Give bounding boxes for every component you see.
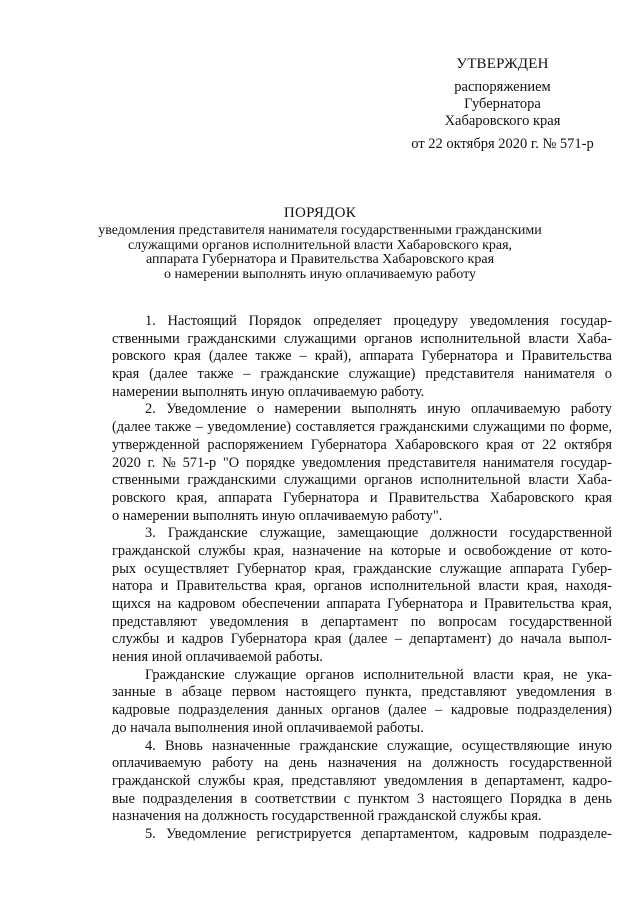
document-subtitle [96, 224, 544, 282]
body-line: оплачиваемую работу на день назначения на должность государственной [112, 755, 612, 772]
subtitle-line: уведомления представителя нанимателя государственными гражданскими [98, 223, 542, 238]
body-line: (далее также – уведомление) составляется гражданскими служащими по форме, [112, 419, 612, 436]
body-line: гражданской службы края, назначение на которые и освобождение от кото- [112, 542, 612, 559]
body-line: намерении выполнять иную оплачиваемую работу. [112, 383, 425, 400]
approval-block [400, 56, 605, 153]
body-line: нения иной оплачиваемой работы. [112, 649, 323, 666]
body-line: назначения на должность государственной гражданской службы края. [112, 808, 542, 825]
body-line: 5. Уведомление регистрируется департаментом, кадровым подразделе- [145, 825, 612, 842]
approval-line: Хабаровского края [444, 113, 561, 129]
approval-line: распоряжением [454, 79, 551, 95]
document-title: ПОРЯДОК [283, 205, 357, 221]
body-line: до начала выполнения иной оплачиваемой работы. [112, 719, 424, 736]
body-line: представляют уведомления в департамент по вопросам государственной [112, 613, 612, 630]
body-line: 4. Вновь назначенные гражданские служащие, осуществляющие иную [145, 737, 612, 754]
body-line: 3. Гражданские служащие, замещающие должности государственной [145, 525, 612, 542]
approval-date: от 22 октября 2020 г. № 571-р [411, 136, 594, 152]
subtitle-line: о намерении выполнять иную оплачиваемую работу [163, 266, 477, 282]
subtitle-line: аппарата Губернатора и Правительства Хабаровского края [145, 252, 495, 267]
body-line: щихся на кадровом обеспечении аппарата Губернатора и Правительства края, [112, 596, 612, 612]
document-body [112, 313, 612, 844]
body-line: ровского края (далее также – край), аппарата Губернатора и Правительства [112, 348, 612, 365]
body-line: ственными гражданскими служащими органов исполнительной власти Хаба- [112, 472, 612, 489]
body-line: ровского края, аппарата Губернатора и Правительства Хабаровского края [112, 489, 612, 506]
body-line: о намерении выполнять иную оплачиваемую работу". [112, 507, 443, 524]
body-line: утвержденной распоряжением Губернатора Хабаровского края от 22 октября [112, 436, 612, 453]
body-line: кадровые подразделения данных органов (далее – кадровые подразделения) [112, 702, 612, 719]
subtitle-line: служащими органов исполнительной власти Хабаровского края, [127, 237, 513, 253]
body-line: ственными гражданскими служащими органов исполнительной власти Хаба- [112, 330, 612, 347]
body-line: края (далее также – гражданские служащие) представителя нанимателя о [112, 366, 612, 383]
body-line: Гражданские служащие органов исполнительной власти края, не ука- [145, 666, 612, 683]
body-line: 2. Уведомление о намерении выполнять иную оплачиваемую работу [145, 401, 612, 418]
body-line: рых осуществляет Губернатор края, гражданские служащие аппарата Губер- [112, 560, 612, 577]
body-line: гражданской службы края, представляют уведомления в департамент, кадро- [112, 772, 612, 789]
approval-line: Губернатора [464, 96, 541, 112]
body-line: натора и Правительства края, органов исполнительной власти края, находя- [112, 578, 612, 595]
body-line: вые подразделения в соответствии с пунктом 3 настоящего Порядка в день [112, 790, 612, 807]
body-line: 2020 г. № 571-р "О порядке уведомления представителя нанимателя государ- [112, 454, 612, 471]
approval-title: УТВЕРЖДЕН [456, 56, 549, 72]
body-line: занные в абзаце первом настоящего пункта, представляют уведомления в [112, 684, 612, 701]
body-line: службы и кадров Губернатора края (далее – департамент) до начала выпол- [112, 631, 612, 648]
body-line: 1. Настоящий Порядок определяет процедуру уведомления государ- [145, 313, 612, 329]
